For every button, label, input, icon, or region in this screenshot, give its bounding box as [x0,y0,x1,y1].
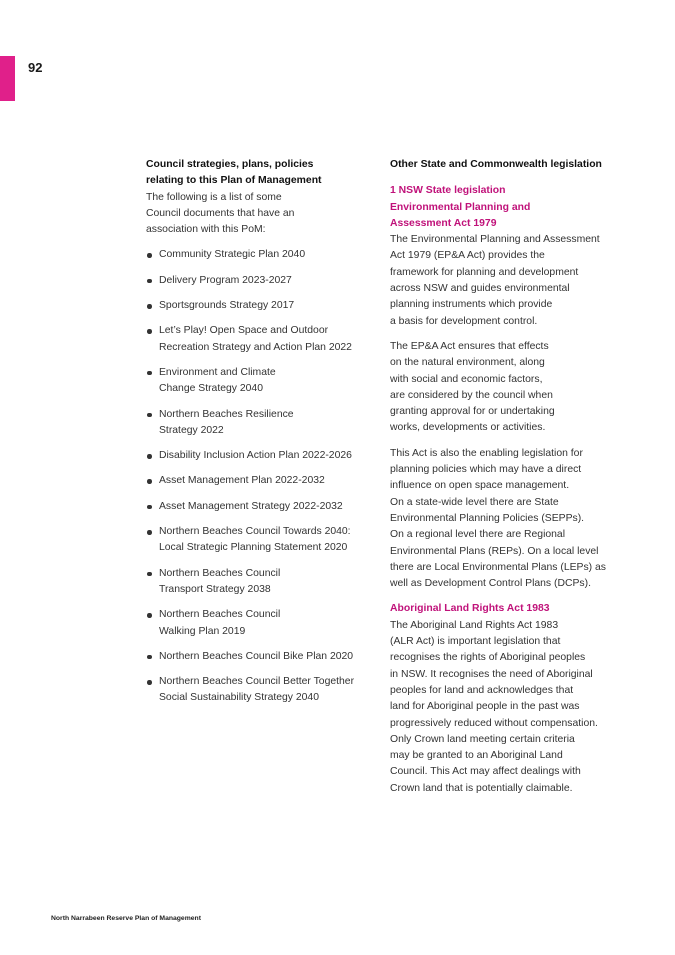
list-item: Northern Beaches Council Transport Strategy 2038 [146,566,371,599]
council-strategies-heading: Council strategies, plans, policies relating to this Plan of Management [146,159,322,187]
list-item: Asset Management Strategy 2022-2032 [146,499,371,515]
ep-act-paragraph-2: The EP&A Act ensures that effects on the natural environment, along with social and economic factors, are considered by the council when granting approval for or undertaking works, developments or activities. [390,340,555,434]
list-item: Northern Beaches Resilience Strategy 2022 [146,407,371,440]
list-item: Sportsgrounds Strategy 2017 [146,298,371,314]
legislation-heading: Other State and Commonwealth legislation [390,159,602,170]
list-item: Let’s Play! Open Space and Outdoor Recreation Strategy and Action Plan 2022 [146,323,371,356]
list-item: Environment and Climate Change Strategy 2040 [146,365,371,398]
right-column [390,157,620,797]
list-item: Northern Beaches Council Walking Plan 2019 [146,607,371,640]
ep-act-title: Environmental Planning and Assessment Act 1979 [390,201,531,229]
ep-act-paragraph-1: The Environmental Planning and Assessment Act 1979 (EP&A Act) provides the framework for planning and development across NSW and guides environmental planning instruments which provide a basis for development control. [390,234,600,327]
alr-act-paragraph: The Aboriginal Land Rights Act 1983 (ALR Act) is important legislation that recognises the rights of Aboriginal peoples in NSW. It recognises the need of Aboriginal peoples for land and acknowledges that land for Aboriginal people in the past was progressively reduced without compensation. Only Crown land meeting certain criteria may be granted to an Aboriginal Land Council. This Act may affect dealings with Crown land that is potentially claimable. [390,619,598,794]
council-strategies-intro: The following is a list of some Council documents that have an association with this PoM: [146,191,295,236]
document-footer-title: North Narrabeen Reserve Plan of Management [51,915,201,922]
page-number: 92 [28,60,43,75]
list-item: Northern Beaches Council Towards 2040: Local Strategic Planning Statement 2020 [146,524,371,557]
nsw-state-legislation-title: 1 NSW State legislation [390,185,506,197]
list-item: Asset Management Plan 2022-2032 [146,473,371,489]
council-documents-list [146,247,371,706]
list-item: Delivery Program 2023-2027 [146,273,371,289]
list-item: Northern Beaches Council Bike Plan 2020 [146,649,371,665]
left-column [146,157,371,707]
list-item: Community Strategic Plan 2040 [146,247,371,263]
alr-act-title: Aboriginal Land Rights Act 1983 [390,603,550,615]
list-item: Disability Inclusion Action Plan 2022-2026 [146,448,371,464]
list-item: Northern Beaches Council Better Together Social Sustainability Strategy 2040 [146,674,371,707]
ep-act-paragraph-3: This Act is also the enabling legislation for planning policies which may have a direct influence on open space management. On a state-wide level there are State Environmental Planning Policies (SEPPs). On a regional level there are Regional Environmental Plans (REPs). On a local level there are Local Environmental Plans (LEPs) as well as Development Control Plans (DCPs). [390,447,607,590]
page-accent-tab [0,56,15,101]
